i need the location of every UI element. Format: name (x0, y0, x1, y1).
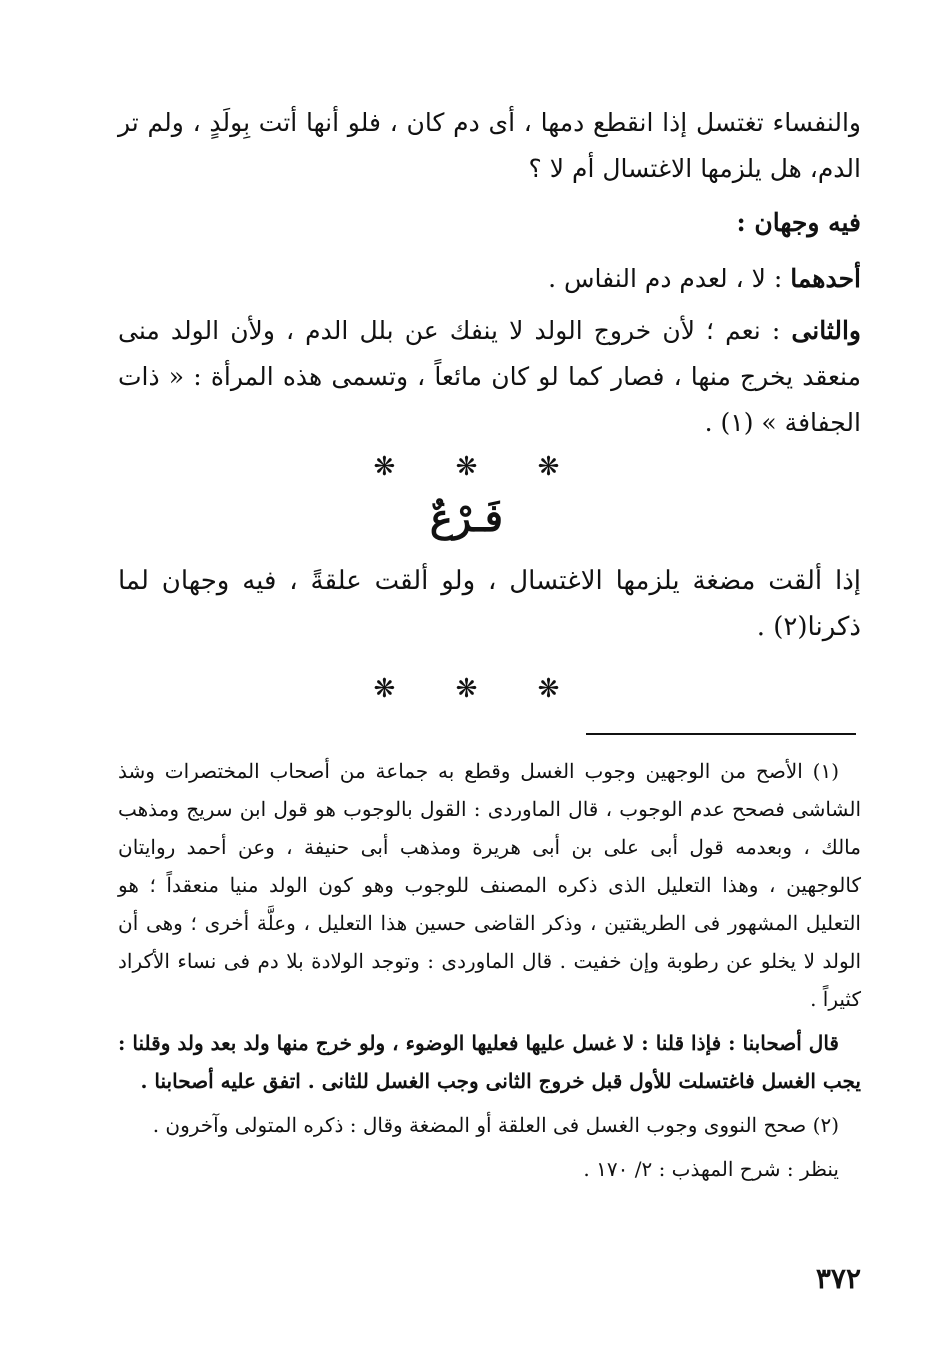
separator-star: ❋ (373, 674, 396, 704)
first-view-lead: أحدهما (790, 264, 861, 293)
second-view-lead: والثانى (791, 316, 861, 345)
paragraph-miscarriage-ruling: إذا ألقت مضغة يلزمها الاغتسال ، ولو ألقت علقةً ، فيه وجهان لما ذكرنا(٢) . (118, 566, 861, 642)
footnote-1-continued: قال أصحابنا : فإذا قلنا : لا غسل عليها فعليها الوضوء ، ولو خرج منها ولد بعد ولد وقلنا : يجب الغسل فاغتسلت للأول قبل خروج الثانى وجب الغسل للثانى . اتفق عليه أصحابنا . (118, 1031, 861, 1093)
footnote-1: (١) الأصح من الوجهين وجوب الغسل وقطع به جماعة من أصحاب المختصرات وشذ الشاشى فصحح عدم الوجوب ، قال الماوردى : القول بالوجوب هو قول ابن سريج ومذهب مالك ، وبعدمه قول أبى على بن أبى هريرة ومذهب أبى حنيفة ، وعن أحمد روايتان كالوجهين ، وهذا التعليل الذى ذكره المصنف للوجوب وهو كون الولد منيا منعقداً ؛ هو التعليل المشهور فى الطريقتين ، وذكر القاضى حسين هذا التعليل ، وعلَّة أخرى ؛ وهى أن الولد لا يخلو عن رطوبة وإن خفيت . قال الماوردى : وتوجد الولادة بلا دم فى نساء الأكراد كثيراً . (118, 759, 861, 1011)
paragraph-two-views: فيه وجهان : (736, 208, 861, 237)
separator-star: ❋ (455, 452, 478, 482)
paragraph-first-view (118, 256, 861, 302)
paragraph-second-view (118, 308, 861, 446)
footnote-2-source: ينظر : شرح المهذب : ٢/ ١٧٠ . (583, 1157, 839, 1181)
section-heading: فَـرْعٌ (430, 495, 503, 540)
separator-star: ❋ (373, 452, 396, 482)
section-separator-top (0, 452, 933, 482)
separator-star: ❋ (537, 452, 560, 482)
footnotes (118, 752, 861, 1194)
paragraph-childbirth-question: والنفساء تغتسل إذا انقطع دمها ، أى دم كان ، فلو أنها أتت بِولَدٍ ، ولم تر الدم، هل يلزمها الاغتسال أم لا ؟ (118, 108, 861, 183)
page-number: ٣٧٢ (815, 1262, 861, 1295)
first-view-text: : لا ، لعدم دم النفاس . (548, 264, 791, 293)
separator-star: ❋ (537, 674, 560, 704)
footnote-2: (٢) صحح النووى وجوب الغسل فى العلقة أو المضغة وقال : ذكره المتولى وآخرون . (152, 1113, 839, 1137)
section-separator-bottom (0, 674, 933, 704)
second-view-text: : نعم ؛ لأن خروج الولد لا ينفك عن بلل الدم ، ولأن الولد منى منعقد يخرج منها ، فصار كما لو كان مائعاً ، وتسمى هذه المرأة : « ذات الجفافة » (١) . (118, 316, 861, 437)
footnote-divider (586, 733, 856, 735)
separator-star: ❋ (455, 674, 478, 704)
